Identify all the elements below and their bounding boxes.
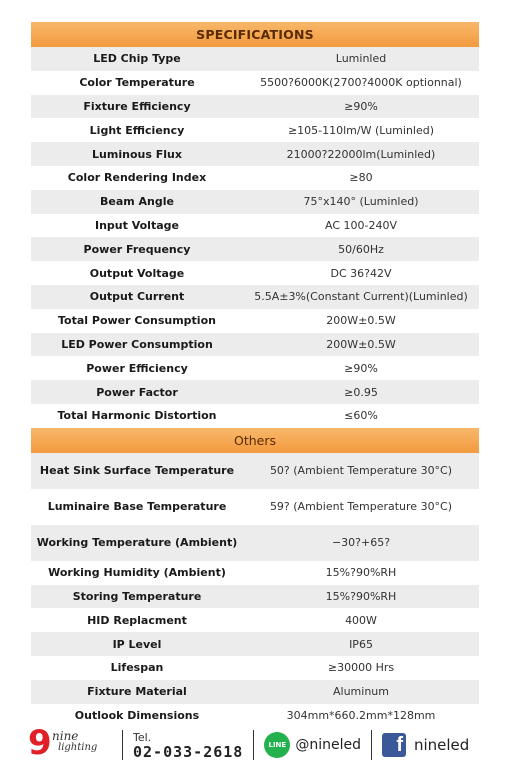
table-row	[31, 190, 479, 214]
row-label: Luminous Flux	[92, 147, 182, 161]
row-label: LED Power Consumption	[61, 337, 213, 351]
others-header: Others	[31, 428, 479, 453]
table-row	[31, 632, 479, 656]
row-value: Luminled	[335, 52, 387, 66]
row-value: 75°x140° (Luminled)	[303, 195, 419, 209]
row-label: Storing Temperature	[72, 589, 202, 603]
specifications-table	[31, 22, 479, 727]
nine-lighting-logo	[28, 723, 112, 763]
logo-word-nine: nine	[52, 729, 79, 743]
table-row	[31, 608, 479, 632]
row-value: 200W±0.5W	[326, 337, 396, 351]
line-contact[interactable]	[264, 732, 361, 758]
row-label: IP Level	[112, 637, 162, 651]
row-value: 15%?90%RH	[325, 589, 397, 603]
table-row	[31, 680, 479, 704]
row-value: ≥105-110lm/W (Luminled)	[287, 123, 435, 137]
table-row	[31, 489, 479, 525]
line-icon: LINE	[264, 732, 290, 758]
row-label: Power Efficiency	[86, 361, 188, 375]
row-value: 304mm*660.2mm*128mm	[286, 708, 436, 722]
table-row	[31, 525, 479, 561]
row-value: 400W	[345, 613, 377, 627]
row-label: Output Current	[89, 290, 185, 304]
tel-label: Tel.	[133, 731, 152, 744]
row-value: ≤60%	[344, 409, 378, 423]
line-handle: @nineled	[295, 737, 361, 753]
row-value: ≥0.95	[344, 385, 378, 399]
row-value: ≥90%	[344, 99, 378, 113]
row-label: Color Rendering Index	[67, 171, 207, 185]
row-label: Fixture Efficiency	[83, 99, 191, 113]
row-value: 21000?22000lm(Luminled)	[286, 147, 436, 161]
table-row	[31, 656, 479, 680]
table-row	[31, 261, 479, 285]
table-row	[31, 704, 479, 728]
contact-footer	[28, 723, 488, 763]
footer-divider	[253, 730, 254, 760]
row-label: HID Replacment	[87, 613, 187, 627]
row-value: ≥80	[349, 171, 373, 185]
table-row	[31, 404, 479, 428]
table-row	[31, 118, 479, 142]
table-row	[31, 453, 479, 489]
table-row	[31, 214, 479, 238]
footer-divider	[371, 730, 372, 760]
row-label: Fixture Material	[87, 685, 187, 699]
row-label: Working Humidity (Ambient)	[48, 566, 226, 580]
row-value: ≥30000 Hrs	[327, 661, 395, 675]
row-value: −30?+65?	[331, 536, 391, 550]
row-label: Lifespan	[110, 661, 164, 675]
others-rows	[31, 453, 479, 728]
row-label: Input Voltage	[95, 218, 179, 232]
table-row	[31, 380, 479, 404]
facebook-icon: f	[382, 733, 406, 757]
row-label: Luminaire Base Temperature	[47, 500, 227, 514]
row-value: 50/60Hz	[338, 242, 384, 256]
table-row	[31, 71, 479, 95]
row-value: 59? (Ambient Temperature 30°C)	[269, 500, 453, 514]
table-row	[31, 309, 479, 333]
row-value: IP65	[349, 637, 373, 651]
row-label: Color Temperature	[79, 76, 195, 90]
facebook-contact[interactable]	[382, 733, 469, 757]
row-label: Outlook Dimensions	[74, 708, 200, 722]
logo-number: 9	[28, 723, 52, 763]
row-value: 5500?6000K(2700?4000K optionnal)	[260, 76, 462, 90]
footer-divider	[122, 730, 123, 760]
row-value: Aluminum	[333, 685, 389, 699]
table-row	[31, 356, 479, 380]
table-row	[31, 95, 479, 119]
row-label: Power Frequency	[83, 242, 191, 256]
table-row	[31, 285, 479, 309]
row-value: 50? (Ambient Temperature 30°C)	[269, 464, 453, 478]
logo-word-lighting: lighting	[58, 742, 98, 753]
row-label: Light Efficiency	[89, 123, 185, 137]
tel-number: 02-033-2618	[133, 743, 244, 761]
table-row	[31, 585, 479, 609]
table-row	[31, 237, 479, 261]
phone-contact[interactable]	[133, 731, 243, 759]
row-value: 5.5A±3%(Constant Current)(Luminled)	[254, 290, 468, 304]
row-label: Power Factor	[96, 385, 178, 399]
table-row	[31, 561, 479, 585]
specifications-header: SPECIFICATIONS	[31, 22, 479, 47]
facebook-handle: nineled	[413, 736, 470, 754]
table-row	[31, 333, 479, 357]
row-value: AC 100-240V	[325, 218, 397, 232]
table-row	[31, 142, 479, 166]
row-label: Working Temperature (Ambient)	[36, 536, 238, 550]
row-value: 200W±0.5W	[326, 314, 396, 328]
row-label: Total Harmonic Distortion	[57, 409, 217, 423]
table-row	[31, 47, 479, 71]
row-label: Total Power Consumption	[58, 314, 216, 328]
row-label: LED Chip Type	[93, 52, 181, 66]
row-label: Heat Sink Surface Temperature	[39, 464, 235, 478]
specifications-rows	[31, 47, 479, 428]
row-value: 15%?90%RH	[325, 566, 397, 580]
table-row	[31, 166, 479, 190]
row-value: ≥90%	[344, 361, 378, 375]
row-label: Output Voltage	[89, 266, 185, 280]
row-value: DC 36?42V	[330, 266, 392, 280]
row-label: Beam Angle	[99, 195, 174, 209]
